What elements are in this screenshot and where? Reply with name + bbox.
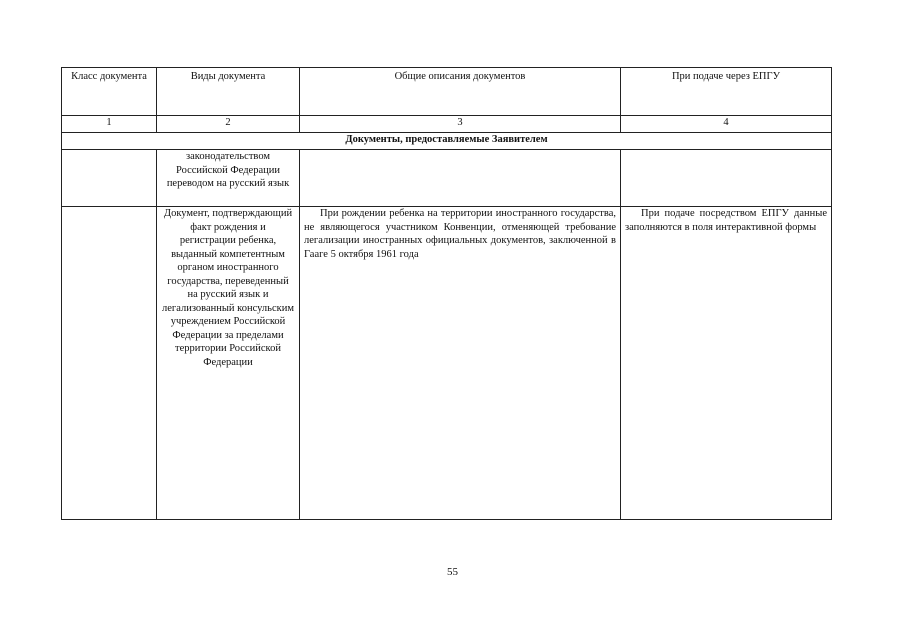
header-general-descriptions: Общие описания документов [300, 68, 621, 116]
column-number-4: 4 [621, 116, 832, 133]
header-row [62, 68, 832, 116]
column-number-3: 3 [300, 116, 621, 133]
header-document-class: Класс документа [62, 68, 157, 116]
document-type-cell: Документ, подтверждающий факт рождения и регистрации ребенка, выданный компетентным органом иностранного государства, переведенный на русский язык и легализованный консульским учреждением Российской Федерации за пределами территории Российской Федерации [157, 207, 300, 520]
continuation-class-cell [62, 150, 157, 207]
document-description-cell: При рождении ребенка на территории иностранного государства, не являющегося участником Конвенции, отменяющей требование легализации иностранных официальных документов, заключенной в Гааге 5 октября 1961 года [300, 207, 621, 520]
header-document-types: Виды документа [157, 68, 300, 116]
header-epgu-submission: При подаче через ЕПГУ [621, 68, 832, 116]
column-number-row [62, 116, 832, 133]
continuation-epgu-cell [621, 150, 832, 207]
document-class-cell [62, 207, 157, 520]
page-number: 55 [447, 566, 458, 578]
continuation-row [62, 150, 832, 207]
document-table [61, 67, 832, 520]
column-number-1: 1 [62, 116, 157, 133]
section-title: Документы, предоставляемые Заявителем [62, 133, 832, 150]
section-row [62, 133, 832, 150]
continuation-description-cell [300, 150, 621, 207]
column-number-2: 2 [157, 116, 300, 133]
document-row [62, 207, 832, 520]
document-epgu-cell: При подаче посредством ЕПГУ данные заполняются в поля интерактивной формы [621, 207, 832, 520]
continuation-type-cell: законодательством Российской Федерации переводом на русский язык [157, 150, 300, 207]
